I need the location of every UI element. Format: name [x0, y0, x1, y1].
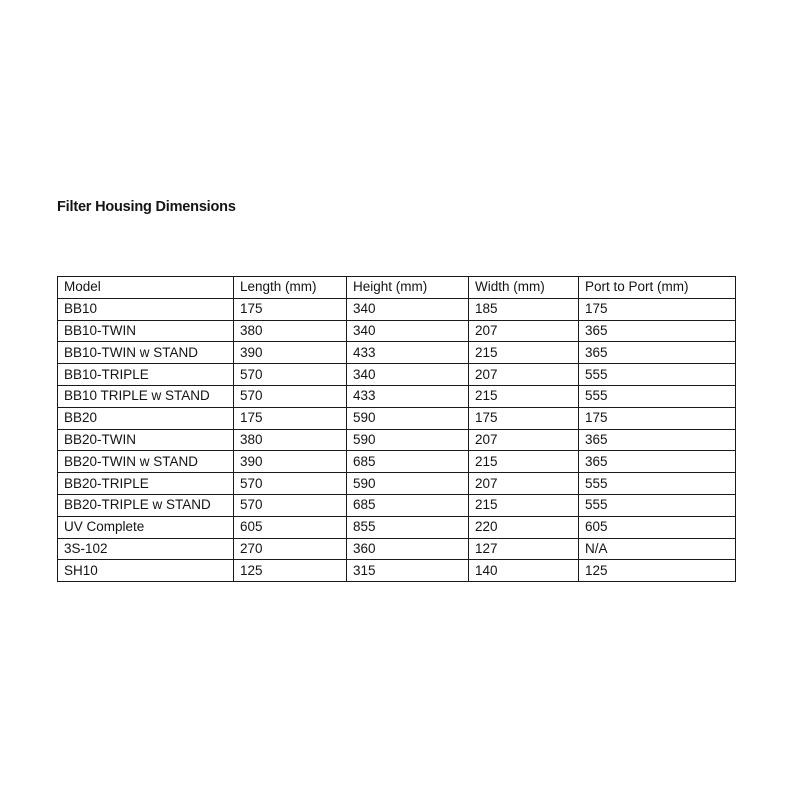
dimensions-table [57, 276, 736, 582]
table-row [58, 342, 736, 364]
cell-height: 340 [347, 320, 469, 342]
cell-port-to-port: 365 [579, 451, 736, 473]
cell-width: 215 [469, 385, 579, 407]
cell-width: 207 [469, 429, 579, 451]
cell-height: 433 [347, 385, 469, 407]
table-row [58, 538, 736, 560]
table-row [58, 451, 736, 473]
table-row [58, 494, 736, 516]
cell-width: 207 [469, 320, 579, 342]
table-row [58, 516, 736, 538]
cell-width: 215 [469, 342, 579, 364]
cell-height: 685 [347, 451, 469, 473]
cell-width: 207 [469, 364, 579, 386]
cell-width: 140 [469, 560, 579, 582]
cell-length: 570 [234, 494, 347, 516]
cell-height: 340 [347, 364, 469, 386]
cell-height: 590 [347, 473, 469, 495]
cell-port-to-port: 175 [579, 298, 736, 320]
table-body [58, 298, 736, 581]
cell-port-to-port: 125 [579, 560, 736, 582]
cell-port-to-port: 365 [579, 342, 736, 364]
cell-port-to-port: 555 [579, 385, 736, 407]
cell-width: 215 [469, 451, 579, 473]
cell-height: 315 [347, 560, 469, 582]
cell-model: 3S-102 [58, 538, 234, 560]
cell-length: 570 [234, 364, 347, 386]
cell-port-to-port: 365 [579, 320, 736, 342]
cell-height: 360 [347, 538, 469, 560]
table-header [58, 277, 736, 299]
cell-port-to-port: 365 [579, 429, 736, 451]
header-width: Width (mm) [469, 277, 579, 299]
cell-length: 570 [234, 473, 347, 495]
cell-length: 270 [234, 538, 347, 560]
cell-port-to-port: 605 [579, 516, 736, 538]
cell-model: SH10 [58, 560, 234, 582]
cell-width: 175 [469, 407, 579, 429]
cell-width: 220 [469, 516, 579, 538]
cell-model: BB20-TWIN w STAND [58, 451, 234, 473]
cell-length: 570 [234, 385, 347, 407]
cell-height: 685 [347, 494, 469, 516]
table-row [58, 298, 736, 320]
cell-length: 380 [234, 429, 347, 451]
cell-length: 125 [234, 560, 347, 582]
cell-length: 380 [234, 320, 347, 342]
cell-model: BB20 [58, 407, 234, 429]
table-row [58, 385, 736, 407]
cell-model: BB20-TRIPLE [58, 473, 234, 495]
cell-height: 433 [347, 342, 469, 364]
header-height: Height (mm) [347, 277, 469, 299]
cell-height: 340 [347, 298, 469, 320]
cell-model: BB20-TRIPLE w STAND [58, 494, 234, 516]
header-model: Model [58, 277, 234, 299]
cell-length: 605 [234, 516, 347, 538]
document-title: Filter Housing Dimensions [57, 199, 236, 215]
header-row [58, 277, 736, 299]
cell-model: BB20-TWIN [58, 429, 234, 451]
table-row [58, 473, 736, 495]
cell-width: 207 [469, 473, 579, 495]
cell-length: 175 [234, 407, 347, 429]
cell-length: 390 [234, 451, 347, 473]
table-row [58, 429, 736, 451]
cell-model: BB10 TRIPLE w STAND [58, 385, 234, 407]
table-row [58, 320, 736, 342]
cell-port-to-port: 175 [579, 407, 736, 429]
cell-port-to-port: 555 [579, 473, 736, 495]
cell-height: 590 [347, 429, 469, 451]
cell-port-to-port: 555 [579, 494, 736, 516]
cell-model: UV Complete [58, 516, 234, 538]
cell-model: BB10-TRIPLE [58, 364, 234, 386]
cell-height: 855 [347, 516, 469, 538]
cell-model: BB10-TWIN w STAND [58, 342, 234, 364]
cell-length: 175 [234, 298, 347, 320]
table-row [58, 407, 736, 429]
cell-height: 590 [347, 407, 469, 429]
cell-length: 390 [234, 342, 347, 364]
cell-width: 185 [469, 298, 579, 320]
cell-port-to-port: 555 [579, 364, 736, 386]
header-port-to-port: Port to Port (mm) [579, 277, 736, 299]
table-row [58, 364, 736, 386]
table-row [58, 560, 736, 582]
cell-model: BB10-TWIN [58, 320, 234, 342]
cell-width: 127 [469, 538, 579, 560]
header-length: Length (mm) [234, 277, 347, 299]
cell-model: BB10 [58, 298, 234, 320]
cell-width: 215 [469, 494, 579, 516]
cell-port-to-port: N/A [579, 538, 736, 560]
